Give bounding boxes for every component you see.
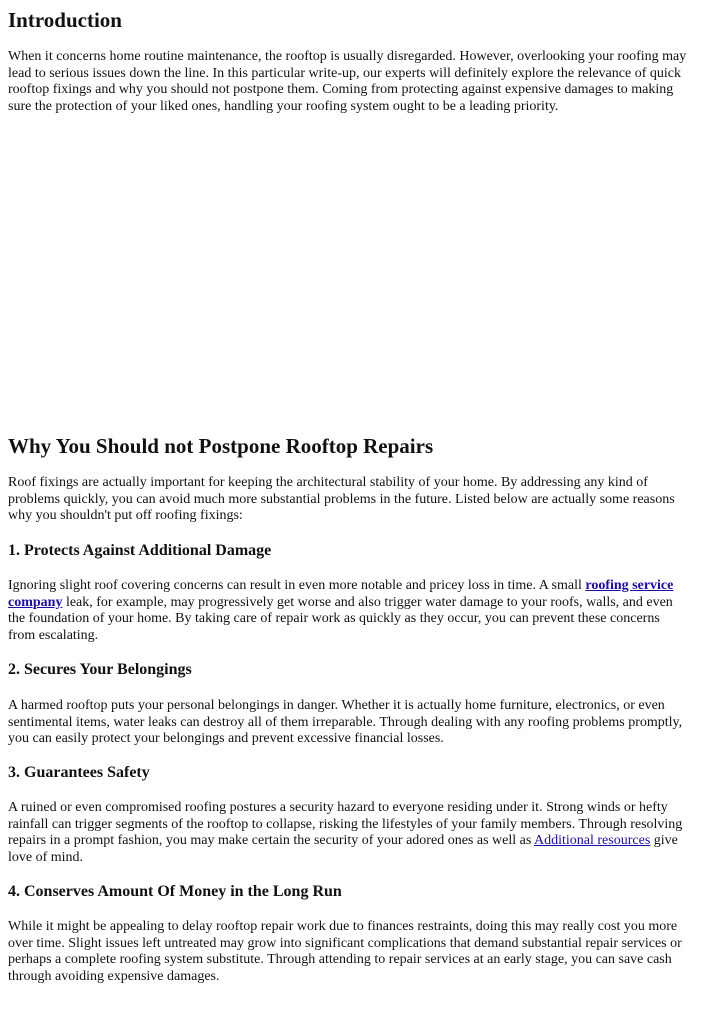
text-line [8,578,714,595]
paragraph-introduction [8,49,714,115]
text-line: over time. Slight issues left untreated may grow into significant complications that demand substantial repair services or [8,935,682,951]
additional-resources-link[interactable]: Additional resources [534,833,651,848]
text-line: you can easily protect your belongings and prevent excessive financial losses. [8,731,444,746]
text-line: A harmed rooftop puts your personal belongings in danger. Whether it is actually home furniture, electronics, or even [8,698,665,713]
heading-secures-belongings: 2. Secures Your Belongings [8,661,192,678]
blank-space [8,125,708,425]
text-segment: Ignoring slight roof covering concerns can result in even more notable and pricey loss in time. A small [8,578,586,593]
text-line: rainfall can trigger segments of the rooftop to collapse, risking the lifestyles of your family members. Through resolving [8,816,683,832]
text-line: perhaps a complete roofing system substitute. Through attending to repair services at an early stage, you can save cash [8,952,672,967]
heading-protects-damage: 1. Protects Against Additional Damage [8,542,272,559]
heading-introduction: Introduction [8,8,122,32]
roofing-service-company-link-continued[interactable]: company [8,594,63,610]
paragraph-secures-belongings [8,698,714,748]
text-line: love of mind. [8,849,84,865]
text-line: A ruined or even compromised roofing postures a security hazard to everyone residing under it. Strong winds or hefty [8,800,668,815]
paragraph-conserves-money [8,919,714,985]
text-line: why you shouldn't put off roofing fixings: [8,508,243,523]
heading-why-not-postpone: Why You Should not Postpone Rooftop Repairs [8,434,434,458]
paragraph-protects-damage [8,578,714,644]
heading-guarantees-safety: 3. Guarantees Safety [8,764,150,781]
text-line: sentimental items, water leaks can destroy all of them irreparable. Through dealing with any roofing problems promptly, [8,714,683,730]
text-line: the foundation of your home. By taking care of repair work as quickly as they occur, you can prevent these concerns [8,611,660,626]
text-line: While it might be appealing to delay rooftop repair work due to finances restraints, doing this may really cost you more [8,919,678,934]
text-line [8,595,714,612]
text-line [8,833,714,850]
text-line: sure the protection of your liked ones, handling your roofing system ought to be a leading priority. [8,98,559,114]
text-line: rooftop fixings and why you should not postpone them. Coming from protecting against expensive damages to making [8,82,674,97]
heading-conserves-money: 4. Conserves Amount Of Money in the Long Run [8,883,342,900]
paragraph-guarantees-safety [8,800,714,866]
text-line: Roof fixings are actually important for keeping the architectural stability of your home. By addressing any kind of [8,475,648,490]
text-line: problems quickly, you can avoid much more substantial problems in the future. Listed below are actually some reasons [8,491,675,507]
text-segment: leak, for example, may progressively get worse and also trigger water damage to your roofs, walls, and even [62,594,673,610]
text-segment: repairs in a prompt fashion, you may make certain the security of your adored ones as well as [8,833,535,848]
text-line: through avoiding expensive damages. [8,968,220,984]
text-line: lead to serious issues down the line. In this particular write-up, our experts will definitely explore the relevance of quick [8,65,681,81]
paragraph-why [8,475,714,525]
text-line: from escalating. [8,627,99,643]
text-segment: give [650,833,678,848]
roofing-service-company-link[interactable]: roofing service [585,578,674,593]
text-line: When it concerns home routine maintenance, the rooftop is usually disregarded. However, overlooking your roofing may [8,49,687,64]
